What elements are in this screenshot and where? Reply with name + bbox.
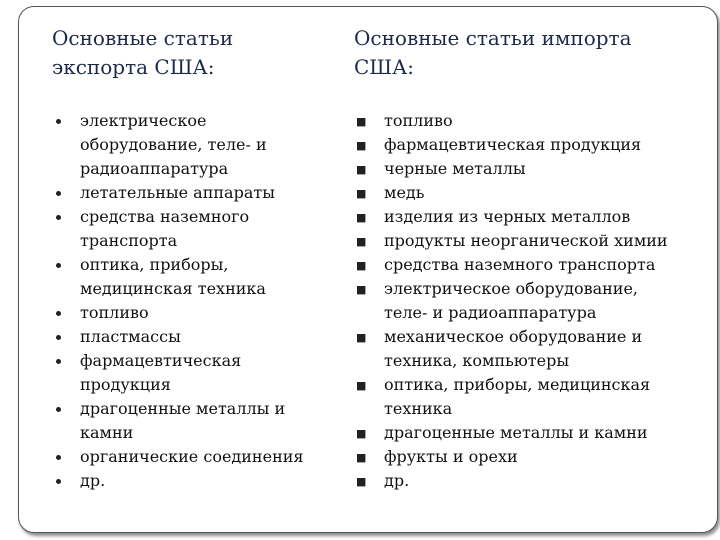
export-list-item [52, 469, 327, 493]
square-bullet-icon: ■ [356, 331, 367, 344]
square-bullet-icon: ■ [356, 235, 367, 248]
import-item-text: топливо [384, 111, 453, 130]
import-list-item [354, 205, 684, 229]
export-item-text: др. [80, 471, 106, 490]
square-bullet-icon: ■ [356, 283, 367, 296]
export-list-item [52, 205, 327, 253]
import-item-text: фармацевтическая продукция [384, 135, 642, 154]
import-item-text: средства наземного транспорта [384, 255, 656, 274]
square-bullet-icon: ■ [356, 187, 367, 200]
dot-bullet-icon [56, 359, 61, 364]
dot-bullet-icon [56, 215, 61, 220]
import-list-item [354, 325, 684, 373]
import-list-item [354, 109, 684, 133]
import-column [354, 24, 684, 493]
import-item-text: изделия из черных металлов [384, 207, 631, 226]
import-item-text: механическое оборудование и техника, компьютеры [384, 327, 643, 370]
square-bullet-icon: ■ [356, 163, 367, 176]
import-title: Основные статьи импорта США: [354, 26, 632, 79]
square-bullet-icon: ■ [356, 475, 367, 488]
square-bullet-icon: ■ [356, 115, 367, 128]
import-list-item [354, 373, 684, 421]
import-list-item [354, 469, 684, 493]
dot-bullet-icon [56, 335, 61, 340]
square-bullet-icon: ■ [356, 451, 367, 464]
dot-bullet-icon [56, 119, 61, 124]
export-list-item [52, 349, 327, 397]
export-list-item [52, 301, 327, 325]
import-item-text: др. [384, 471, 410, 490]
import-list [354, 109, 684, 493]
export-item-text: оптика, приборы, медицинская техника [80, 255, 266, 298]
export-column [52, 24, 327, 493]
dot-bullet-icon [56, 191, 61, 196]
import-item-text: драгоценные металлы и камни [384, 423, 648, 442]
dot-bullet-icon [56, 263, 61, 268]
import-item-text: фрукты и орехи [384, 447, 518, 466]
dot-bullet-icon [56, 407, 61, 412]
import-list-item [354, 253, 684, 277]
import-item-text: оптика, приборы, медицинская техника [384, 375, 651, 418]
dot-bullet-icon [56, 455, 61, 460]
import-list-item [354, 421, 684, 445]
export-list-item [52, 109, 327, 181]
dot-bullet-icon [56, 479, 61, 484]
export-item-text: летательные аппараты [80, 183, 275, 202]
export-list-item [52, 397, 327, 445]
export-list-item [52, 253, 327, 301]
export-item-text: драгоценные металлы и камни [80, 399, 286, 442]
export-item-text: топливо [80, 303, 149, 322]
import-item-text: продукты неорганической химии [384, 231, 668, 250]
square-bullet-icon: ■ [356, 379, 367, 392]
export-item-text: фармацевтическая продукция [80, 351, 242, 394]
import-list-item [354, 133, 684, 157]
square-bullet-icon: ■ [356, 427, 367, 440]
import-list-item [354, 181, 684, 205]
export-list [52, 109, 327, 493]
export-title: Основные статьи экспорта США: [52, 26, 234, 79]
export-list-item [52, 325, 327, 349]
import-list-item [354, 157, 684, 181]
import-list-item [354, 229, 684, 253]
import-item-text: черные металлы [384, 159, 526, 178]
export-item-text: пластмассы [80, 327, 181, 346]
export-item-text: органические соединения [80, 447, 304, 466]
square-bullet-icon: ■ [356, 139, 367, 152]
export-list-item [52, 445, 327, 469]
import-list-item [354, 445, 684, 469]
square-bullet-icon: ■ [356, 259, 367, 272]
import-list-item [354, 277, 684, 325]
import-item-text: медь [384, 183, 425, 202]
dot-bullet-icon [56, 311, 61, 316]
export-list-item [52, 181, 327, 205]
export-item-text: средства наземного транспорта [80, 207, 250, 250]
import-item-text: электрическое оборудование, теле- и радиоаппаратура [384, 279, 639, 322]
square-bullet-icon: ■ [356, 211, 367, 224]
export-item-text: электрическое оборудование, теле- и радиоаппаратура [80, 111, 267, 178]
